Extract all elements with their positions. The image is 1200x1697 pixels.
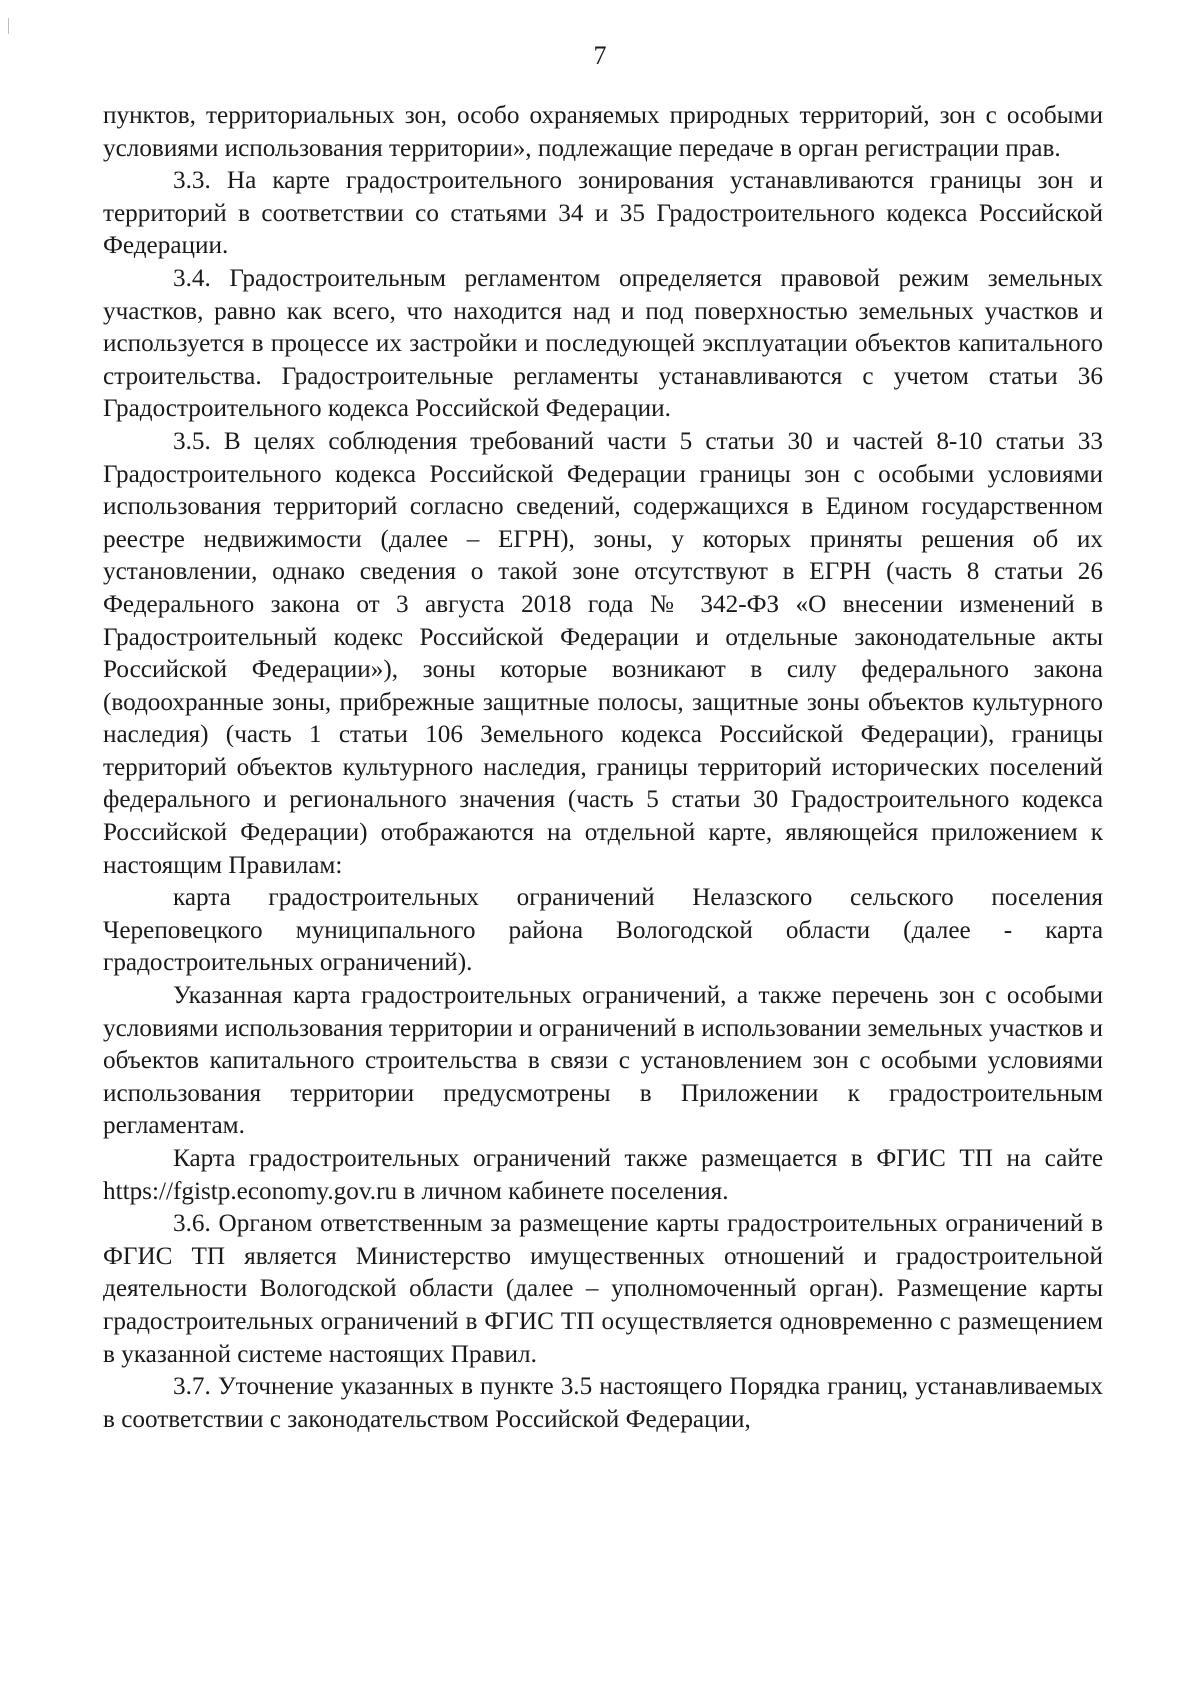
paragraph-3-6: 3.6. Органом ответственным за размещение карты градостроительных ограничений в ФГИС ТП является Министерство имущественных отношений и градостроительной деятельности Вологодской области (далее – уполномоченный орган). Размещение карты градостроительных ограничений в ФГИС ТП осуществляется одновременно с размещением в указанной системе настоящих Правил. [103, 1210, 1103, 1368]
document-body [103, 100, 1103, 1436]
scan-edge-mark [8, 18, 9, 34]
paragraph-3-5: 3.5. В целях соблюдения требований части 5 статьи 30 и частей 8-10 статьи 33 Градостроительного кодекса Российской Федерации границы зон с особыми условиями использования территорий согласно сведений, содержащихся в Едином государственном реестре недвижимости (далее – ЕГРН), зоны, у которых приняты решения об их установлении, однако сведения о такой зоне отсутствуют в ЕГРН (часть 8 статьи 26 Федерального закона от 3 августа 2018 года № 342-ФЗ «О внесении изменений в Градостроительный кодекс Российской Федерации и отдельные законодательные акты Российской Федерации»), зоны которые возникают в силу федерального закона (водоохранные зоны, прибрежные защитные полосы, защитные зоны объектов культурного наследия) (часть 1 статьи 106 Земельного кодекса Российской Федерации), границы территорий объектов культурного наследия, границы территорий исторических поселений федерального и регионального значения (часть 5 статьи 30 Градостроительного кодекса Российской Федерации) отображаются на отдельной карте, являющейся приложением к настоящим Правилам: [103, 427, 1103, 879]
paragraph-3-4: 3.4. Градостроительным регламентом определяется правовой режим земельных участков, равно как всего, что находится над и под поверхностью земельных участков и используется в процессе их застройки и последующей эксплуатации объектов капитального строительства. Градостроительные регламенты устанавливаются с учетом статьи 36 Градостроительного кодекса Российской Федерации. [103, 264, 1103, 423]
paragraph-3-7: 3.7. Уточнение указанных в пункте 3.5 настоящего Порядка границ, устанавливаемых в соответствии с законодательством Российской Федерации, [103, 1373, 1103, 1433]
paragraph-3-3: 3.3. На карте градостроительного зонирования устанавливаются границы зон и территорий в соответствии со статьями 34 и 35 Градостроительного кодекса Российской Федерации. [103, 167, 1103, 260]
paragraph-map-name: карта градостроительных ограничений Нелазского сельского поселения Череповецкого муниципального района Вологодской области (далее - карта градостроительных ограничений). [103, 884, 1103, 977]
paragraph-map-publication: Карта градостроительных ограничений также размещается в ФГИС ТП на сайте https://fgistp.economy.gov.ru в личном кабинете поселения. [103, 1145, 1103, 1205]
page-number: 7 [593, 41, 607, 70]
paragraph-map-contents: Указанная карта градостроительных ограничений, а также перечень зон с особыми условиями использования территории и ограничений в использовании земельных участков и объектов капитального строительства в связи с установлением зон с особыми условиями использования территории предусмотрены в Приложении к градостроительным регламентам. [103, 982, 1103, 1140]
paragraph-continuation: пунктов, территориальных зон, особо охраняемых природных территорий, зон с особыми условиями использования территории», подлежащие передаче в орган регистрации прав. [103, 102, 1103, 162]
